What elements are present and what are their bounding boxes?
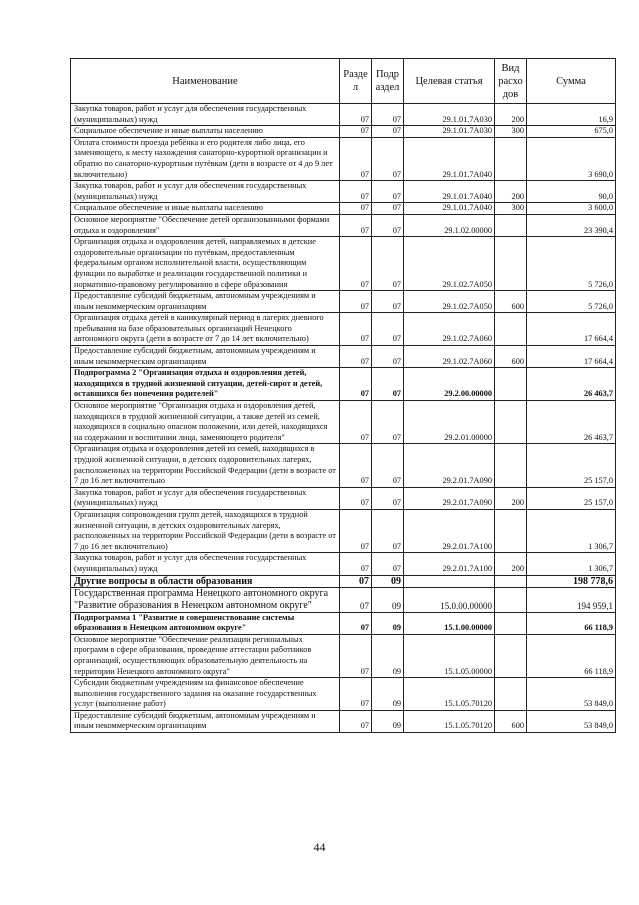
row-amount: 198 778,6 (527, 575, 616, 587)
row-expense-type (495, 137, 527, 180)
table-row (71, 104, 616, 126)
table-row (71, 509, 616, 552)
row-amount: 66 118,9 (527, 634, 616, 677)
header-name: Наименование (71, 59, 340, 104)
row-target: 29.2.01.7А090 (404, 487, 495, 509)
table-row (71, 291, 616, 313)
row-name: Основное мероприятие "Организация отдыха и оздоровления детей, находящихся в трудной жизненной ситуации, а также детей из семей, находящихся в социально опасном положении, или детей, находящихся на содержании и воспитании лица, заменяющего родителя" (71, 401, 340, 444)
row-section: 07 (340, 237, 372, 291)
row-target: 15.1.05.70120 (404, 678, 495, 711)
row-target: 29.1.02.7А060 (404, 346, 495, 368)
row-amount: 25 157,0 (527, 487, 616, 509)
row-name: Организация отдыха и оздоровления детей, направляемых в детские оздоровительные организации по путёвкам, предоставленным федеральным органом исполнительной власти, осуществляющим функции по выработке и реализации государственной политики и нормативно-правовому регулированию в сфере образования (71, 237, 340, 291)
table-row (71, 678, 616, 711)
table-row (71, 346, 616, 368)
row-section: 07 (340, 368, 372, 401)
row-subsection: 09 (372, 575, 404, 587)
row-subsection: 07 (372, 181, 404, 203)
row-expense-type (495, 678, 527, 711)
row-subsection: 07 (372, 368, 404, 401)
row-section: 07 (340, 710, 372, 732)
row-section: 07 (340, 487, 372, 509)
row-section: 07 (340, 203, 372, 215)
row-expense-type: 600 (495, 346, 527, 368)
row-expense-type (495, 575, 527, 587)
row-section: 07 (340, 313, 372, 346)
row-name: Подпрограмма 2 "Организация отдыха и оздоровления детей, находящихся в трудной жизненной ситуации, детей-сирот и детей, оставшихся без попечения родителей" (71, 368, 340, 401)
row-amount: 23 390,4 (527, 214, 616, 236)
row-section: 07 (340, 346, 372, 368)
row-section: 07 (340, 587, 372, 612)
row-target: 29.1.01.7А040 (404, 181, 495, 203)
table-row (71, 587, 616, 612)
row-expense-type (495, 237, 527, 291)
row-expense-type: 200 (495, 104, 527, 126)
row-subsection: 09 (372, 612, 404, 634)
row-target: 29.2.01.7А090 (404, 444, 495, 487)
row-expense-type (495, 401, 527, 444)
table-row (71, 313, 616, 346)
header-section: Разде л (340, 59, 372, 104)
row-name: Закупка товаров, работ и услуг для обеспечения государственных (муниципальных) нужд (71, 181, 340, 203)
row-subsection: 07 (372, 203, 404, 215)
row-target: 29.2.01.7А100 (404, 509, 495, 552)
row-amount: 16,9 (527, 104, 616, 126)
row-name: Подпрограмма 1 "Развитие и совершенствование системы образования в Ненецком автономном округе" (71, 612, 340, 634)
row-name: Закупка товаров, работ и услуг для обеспечения государственных (муниципальных) нужд (71, 104, 340, 126)
row-section: 07 (340, 214, 372, 236)
header-expense-type: Вид расхо дов (495, 59, 527, 104)
row-target: 29.1.02.00000 (404, 214, 495, 236)
header-amount: Сумма (527, 59, 616, 104)
row-target (404, 575, 495, 587)
row-name: Организация сопровождения групп детей, находящихся в трудной жизненной ситуации, в детских оздоровительных лагерях, расположенных на территории Российской Федерации (дети в возрасте от 7 до 16 лет включительно) (71, 509, 340, 552)
row-name: Закупка товаров, работ и услуг для обеспечения государственных (муниципальных) нужд (71, 553, 340, 575)
row-expense-type: 200 (495, 553, 527, 575)
row-section: 07 (340, 401, 372, 444)
row-amount: 53 849,0 (527, 710, 616, 732)
row-subsection: 07 (372, 291, 404, 313)
row-subsection: 07 (372, 137, 404, 180)
row-target: 15.0.00.00000 (404, 587, 495, 612)
row-target: 29.2.01.00000 (404, 401, 495, 444)
row-amount: 90,0 (527, 181, 616, 203)
row-target: 29.1.02.7А060 (404, 313, 495, 346)
row-expense-type: 200 (495, 487, 527, 509)
row-subsection: 07 (372, 509, 404, 552)
table-header-row (71, 59, 616, 104)
row-target: 29.1.02.7А050 (404, 237, 495, 291)
row-target: 15.1.05.70120 (404, 710, 495, 732)
row-subsection: 09 (372, 710, 404, 732)
row-section: 07 (340, 104, 372, 126)
row-name: Организация отдыха и оздоровления детей из семей, находящихся в трудной жизненной ситуации, в детских оздоровительных лагерях, расположенных на территории Российской Федерации (дети в возрасте от 7 до 16 лет включительно (71, 444, 340, 487)
row-target: 29.1.01.7А040 (404, 203, 495, 215)
row-subsection: 09 (372, 634, 404, 677)
table-row (71, 368, 616, 401)
table-row (71, 181, 616, 203)
row-target: 15.1.00.00000 (404, 612, 495, 634)
row-amount: 17 664,4 (527, 313, 616, 346)
row-expense-type: 300 (495, 126, 527, 138)
header-target: Целевая статья (404, 59, 495, 104)
row-amount: 66 118,9 (527, 612, 616, 634)
row-expense-type (495, 313, 527, 346)
row-target: 15.1.05.00000 (404, 634, 495, 677)
row-expense-type: 600 (495, 710, 527, 732)
row-amount: 3 690,0 (527, 137, 616, 180)
row-name: Предоставление субсидий бюджетным, автономным учреждениям и иным некоммерческим организациям (71, 291, 340, 313)
row-section: 07 (340, 291, 372, 313)
row-expense-type (495, 214, 527, 236)
row-section: 07 (340, 678, 372, 711)
row-subsection: 07 (372, 214, 404, 236)
row-amount: 53 849,0 (527, 678, 616, 711)
table-row (71, 137, 616, 180)
row-amount: 3 600,0 (527, 203, 616, 215)
row-amount: 1 306,7 (527, 509, 616, 552)
row-amount: 5 726,0 (527, 291, 616, 313)
row-name: Предоставление субсидий бюджетным, автономным учреждениям и иным некоммерческим организациям (71, 710, 340, 732)
row-amount: 17 664,4 (527, 346, 616, 368)
row-amount: 26 463,7 (527, 368, 616, 401)
table-row (71, 710, 616, 732)
row-target: 29.1.01.7А040 (404, 137, 495, 180)
table-row (71, 401, 616, 444)
row-expense-type (495, 587, 527, 612)
header-subsection: Подр аздел (372, 59, 404, 104)
row-name: Социальное обеспечение и иные выплаты населению (71, 203, 340, 215)
row-name: Организация отдыха детей в каникулярный период в лагерях дневного пребывания на базе образовательных организаций Ненецкого автономного округа (дети в возрасте от 7 до 14 лет включительно) (71, 313, 340, 346)
row-name: Социальное обеспечение и иные выплаты населению (71, 126, 340, 138)
table-row (71, 575, 616, 587)
table-row (71, 444, 616, 487)
row-subsection: 07 (372, 444, 404, 487)
row-target: 29.1.02.7А050 (404, 291, 495, 313)
row-amount: 26 463,7 (527, 401, 616, 444)
row-name: Оплата стоимости проезда ребёнка и его родителя либо лица, его заменяющего, к месту нахождения санаторно-курортной организации и обратно по санаторно-курортным путёвкам (дети в возрасте от 4 до 9 лет включительно) (71, 137, 340, 180)
row-subsection: 07 (372, 313, 404, 346)
row-name: Основное мероприятие "Обеспечение детей организованными формами отдыха и оздоровления" (71, 214, 340, 236)
row-subsection: 07 (372, 126, 404, 138)
row-target: 29.2.01.7А100 (404, 553, 495, 575)
row-name: Предоставление субсидий бюджетным, автономным учреждениям и иным некоммерческим организациям (71, 346, 340, 368)
row-section: 07 (340, 444, 372, 487)
row-subsection: 07 (372, 104, 404, 126)
row-subsection: 07 (372, 401, 404, 444)
table-row (71, 237, 616, 291)
row-expense-type (495, 634, 527, 677)
table-row (71, 126, 616, 138)
row-section: 07 (340, 634, 372, 677)
row-amount: 194 959,1 (527, 587, 616, 612)
row-subsection: 09 (372, 678, 404, 711)
row-target: 29.2.00.00000 (404, 368, 495, 401)
row-expense-type (495, 444, 527, 487)
row-target: 29.1.01.7А030 (404, 104, 495, 126)
table-row (71, 214, 616, 236)
table-row (71, 612, 616, 634)
row-amount: 675,0 (527, 126, 616, 138)
row-name: Закупка товаров, работ и услуг для обеспечения государственных (муниципальных) нужд (71, 487, 340, 509)
row-subsection: 07 (372, 346, 404, 368)
row-amount: 25 157,0 (527, 444, 616, 487)
row-section: 07 (340, 137, 372, 180)
row-section: 07 (340, 553, 372, 575)
row-subsection: 07 (372, 487, 404, 509)
row-target: 29.1.01.7А030 (404, 126, 495, 138)
row-subsection: 07 (372, 553, 404, 575)
row-expense-type: 600 (495, 291, 527, 313)
table-row (71, 203, 616, 215)
table-row (71, 487, 616, 509)
row-expense-type (495, 612, 527, 634)
row-name: Основное мероприятие "Обеспечение реализации региональных программ в сфере образования, проведение аттестации работников организаций, осуществляющих образовательную деятельность на территории Ненецкого автономного округа" (71, 634, 340, 677)
row-subsection: 09 (372, 587, 404, 612)
row-subsection: 07 (372, 237, 404, 291)
row-section: 07 (340, 126, 372, 138)
row-name: Субсидии бюджетным учреждениям на финансовое обеспечение выполнения государственного задания на оказание государственных услуг (выполнение работ) (71, 678, 340, 711)
row-amount: 1 306,7 (527, 553, 616, 575)
row-expense-type: 300 (495, 203, 527, 215)
row-section: 07 (340, 612, 372, 634)
page-number: 44 (313, 840, 326, 854)
row-name: Государственная программа Ненецкого автономного округа "Развитие образования в Ненецком автономном округе" (71, 587, 340, 612)
row-section: 07 (340, 575, 372, 587)
row-expense-type: 200 (495, 181, 527, 203)
row-name: Другие вопросы в области образования (71, 575, 340, 587)
budget-table (70, 58, 616, 733)
table-row (71, 553, 616, 575)
row-amount: 5 726,0 (527, 237, 616, 291)
table-row (71, 634, 616, 677)
row-section: 07 (340, 181, 372, 203)
row-section: 07 (340, 509, 372, 552)
row-expense-type (495, 509, 527, 552)
row-expense-type (495, 368, 527, 401)
